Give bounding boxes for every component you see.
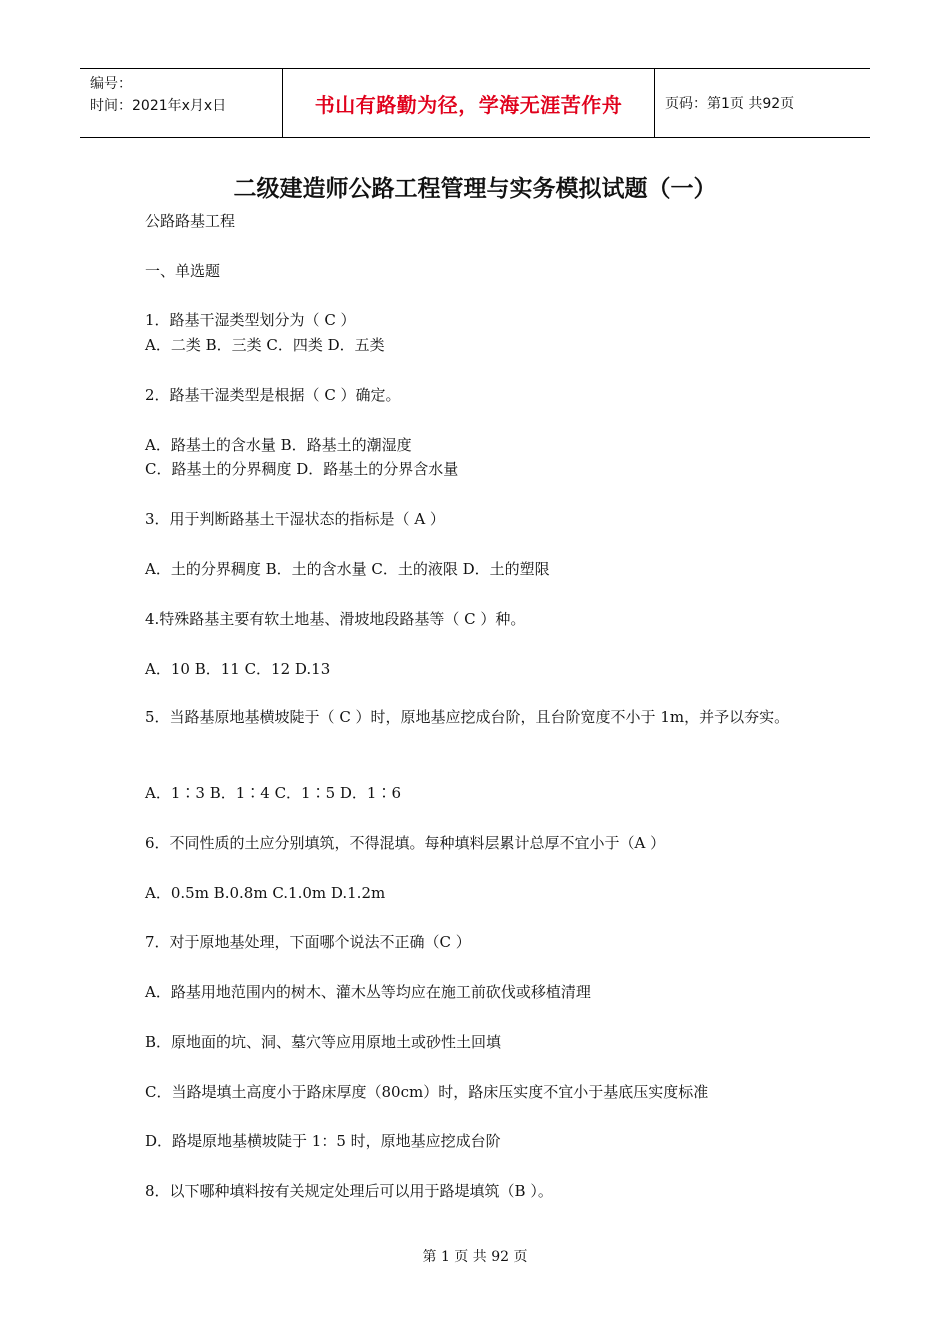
options-5: A．1∶3 B．1∶4 C．1∶5 D．1∶6 — [145, 784, 402, 802]
header-table — [80, 68, 870, 138]
header-page-cell — [655, 69, 870, 137]
document-date: 时间：2021年x月x日 — [90, 98, 227, 114]
question-8: 8．以下哪种填料按有关规定处理后可以用于路堤填筑（B ）。 — [145, 1182, 553, 1200]
options-2b: C．路基土的分界稠度 D．路基土的分界含水量 — [145, 460, 459, 478]
option-7d: D．路堤原地基横坡陡于 1：5 时，原地基应挖成台阶 — [145, 1132, 501, 1150]
option-7c: C．当路堤填土高度小于路床厚度（80cm）时，路床压实度不宜小于基底压实度标准 — [145, 1083, 709, 1101]
option-7a: A．路基用地范围内的树木、灌木丛等均应在施工前砍伐或移植清理 — [145, 983, 591, 1001]
page-title: 二级建造师公路工程管理与实务模拟试题（一） — [233, 176, 717, 202]
options-1: A．二类 B．三类 C．四类 D．五类 — [145, 336, 385, 354]
question-3: 3．用于判断路基土干湿状态的指标是（ A ） — [145, 510, 445, 528]
options-6: A．0.5m B.0.8m C.1.0m D.1.2m — [145, 884, 386, 902]
question-4: 4.特殊路基主要有软土地基、滑坡地段路基等（ C ）种。 — [145, 610, 526, 628]
options-2a: A．路基土的含水量 B．路基土的潮湿度 — [145, 436, 412, 454]
document-number: 编号： — [90, 76, 132, 92]
question-6: 6．不同性质的土应分别填筑，不得混填。每种填料层累计总厚不宜小于（A ） — [145, 834, 666, 852]
header-left-cell — [80, 69, 282, 137]
option-7b: B．原地面的坑、洞、墓穴等应用原地土或砂性土回填 — [145, 1033, 502, 1051]
question-1: 1．路基干湿类型划分为（ C ） — [145, 311, 356, 329]
question-7: 7．对于原地基处理，下面哪个说法不正确（C ） — [145, 933, 471, 951]
subsection-heading: 一、单选题 — [145, 262, 221, 280]
options-4: A．10 B．11 C．12 D.13 — [145, 660, 331, 678]
options-3: A．土的分界稠度 B．土的含水量 C．土的液限 D．土的塑限 — [145, 560, 550, 578]
question-2: 2．路基干湿类型是根据（ C ）确定。 — [145, 386, 401, 404]
question-5: 5．当路基原地基横坡陡于（ C ）时，原地基应挖成台阶，且台阶宽度不小于 1m，并予以夯实。 — [145, 708, 790, 726]
page-indicator: 页码：第1页 共92页 — [665, 96, 795, 112]
page-footer: 第 1 页 共 92 页 — [422, 1249, 528, 1265]
header-motto-cell — [282, 69, 655, 137]
section-heading: 公路路基工程 — [145, 212, 236, 230]
motto-text: 书山有路勤为径，学海无涯苦作舟 — [314, 92, 623, 117]
